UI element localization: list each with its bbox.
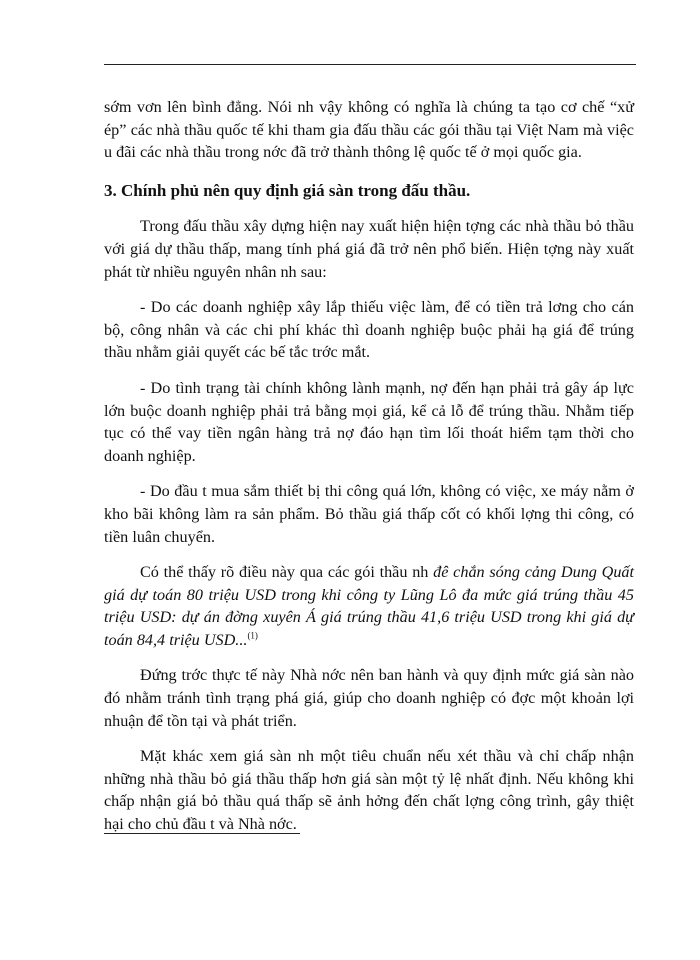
section-heading: 3. Chính phủ nên quy định giá sàn trong đấu thầu. bbox=[104, 180, 471, 200]
paragraph-1: sớm vơn lên bình đẳng. Nói nh vậy không có nghĩa là chúng ta tạo cơ chế “xử ép” các nhà thầu quốc tế khi tham gia đấu thầu các gói thầu tại Việt Nam mà việc u đãi các nhà thầu trong nớc đã trở thành thông lệ quốc tế ở mọi quốc gia. bbox=[104, 98, 634, 162]
body-text bbox=[104, 96, 634, 849]
paragraph-6-text: Có thể thấy rõ điều này qua các gói thầu nh bbox=[140, 563, 434, 582]
header-rule bbox=[104, 64, 636, 65]
paragraph-8: Mặt khác xem giá sàn nh một tiêu chuẩn nếu xét thầu và chỉ chấp nhận những nhà thầu bỏ giá thầu thấp hơn giá sàn một tỷ lệ nhất định. Nếu không khi chấp nhận giá bỏ thầu quá thấp sẽ ảnh hởng đến chất lợng công trình, gây thiệt hại cho chủ đầu t và Nhà nớc. bbox=[104, 747, 634, 834]
paragraph-6 bbox=[104, 561, 634, 651]
paragraph-5: - Do đầu t mua sắm thiết bị thi công quá lớn, không có việc, xe máy nằm ở kho bãi không làm ra sản phẩm. Bỏ thầu giá thấp cốt có khối lợng thi công, có tiền luân chuyển. bbox=[104, 482, 634, 546]
paragraph-3: - Do các doanh nghiệp xây lắp thiếu việc làm, để có tiền trả lơng cho cán bộ, công nhân và các chi phí khác thì doanh nghiệp buộc phải hạ giá để trúng thầu nhằm giải quyết các bế tắc trớc mắt. bbox=[104, 298, 634, 362]
footnote-rule bbox=[104, 833, 300, 834]
footnote-reference[interactable]: (1) bbox=[247, 630, 258, 641]
paragraph-4: - Do tình trạng tài chính không lành mạnh, nợ đến hạn phải trả gây áp lực lớn buộc doanh nghiệp phải trả bằng mọi giá, kể cả lỗ để trúng thầu. Nhằm tiếp tục có thể vay tiền ngân hàng trả nợ đáo hạn tìm lối thoát hiểm tạm thời cho doanh nghiệp. bbox=[104, 378, 634, 465]
paragraph-2: Trong đấu thầu xây dựng hiện nay xuất hiện hiện tợng các nhà thầu bỏ thầu với giá dự thầu thấp, mang tính phá giá đã trở nên phổ biến. Hiện tợng này xuất phát từ nhiều nguyên nhân nh sau: bbox=[104, 217, 634, 281]
paragraph-7: Đứng trớc thực tế này Nhà nớc nên ban hành và quy định mức giá sàn nào đó nhằm tránh tình trạng phá giá, giúp cho doanh nghiệp có đợc một khoản lợi nhuận để tồn tại và phát triển. bbox=[104, 666, 634, 730]
paragraph-6-italic-text: đê chắn sóng cảng Dung Quất giá dự toán 80 triệu USD trong khi công ty Lũng Lô đa mức giá trúng thầu 45 triệu USD: dự án đờng xuyên Á giá trúng thầu 41,6 triệu USD trong khi giá dự toán 84,4 triệu USD... bbox=[104, 563, 635, 649]
